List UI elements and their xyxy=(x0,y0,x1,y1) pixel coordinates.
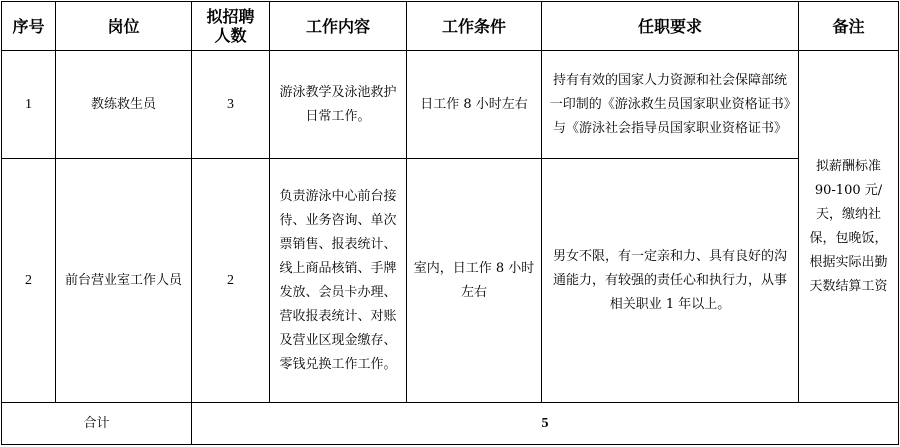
header-row xyxy=(2,2,899,51)
total-label: 合计 xyxy=(2,403,192,445)
header-conditions: 工作条件 xyxy=(407,2,542,51)
row-2-position: 前台营业室工作人员 xyxy=(56,159,192,403)
total-value: 5 xyxy=(192,403,899,445)
table-row xyxy=(2,159,899,403)
row-2-count: 2 xyxy=(192,159,270,403)
row-1-count: 3 xyxy=(192,51,270,159)
header-duties: 工作内容 xyxy=(270,2,407,51)
row-2-seq: 2 xyxy=(2,159,56,403)
row-1-position: 教练救生员 xyxy=(56,51,192,159)
row-1-requirements: 持有有效的国家人力资源和社会保障部统一印制的《游泳救生员国家职业资格证书》与《游泳社会指导员国家职业资格证书》 xyxy=(542,51,799,159)
header-seq: 序号 xyxy=(2,2,56,51)
header-position: 岗位 xyxy=(56,2,192,51)
row-1-duties: 游泳教学及泳池救护日常工作。 xyxy=(270,51,407,159)
recruitment-table xyxy=(1,1,899,445)
header-count-line1: 拟招聘 xyxy=(206,7,255,26)
header-requirements: 任职要求 xyxy=(542,2,799,51)
row-2-requirements: 男女不限，有一定亲和力、具有良好的沟通能力，有较强的责任心和执行力，从事相关职业 1 年以上。 xyxy=(542,159,799,403)
total-row xyxy=(2,403,899,445)
row-2-duties: 负责游泳中心前台接待、业务咨询、单次票销售、报表统计、线上商品核销、手牌发放、会员卡办理、营收报表统计、对账及营业区现金缴存、零钱兑换工作工作。 xyxy=(270,159,407,403)
table-row xyxy=(2,51,899,159)
notes-cell: 拟薪酬标准 90-100 元/天，缴纳社保，包晚饭，根据实际出勤天数结算工资 xyxy=(799,51,899,403)
row-1-seq: 1 xyxy=(2,51,56,159)
row-2-conditions: 室内，日工作 8 小时左右 xyxy=(407,159,542,403)
header-count xyxy=(192,2,270,51)
header-notes: 备注 xyxy=(799,2,899,51)
header-count-line2: 人数 xyxy=(214,26,247,45)
row-1-conditions: 日工作 8 小时左右 xyxy=(407,51,542,159)
